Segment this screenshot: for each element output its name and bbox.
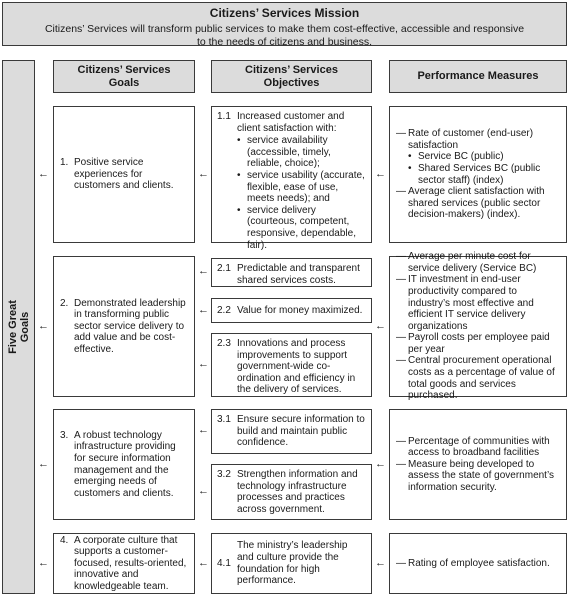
measure-item: — Rate of customer (end-user) satisfaction xyxy=(396,128,534,151)
arrow-left-icon: ← xyxy=(38,168,49,180)
mission-box xyxy=(2,2,567,46)
arrow-left-icon: ← xyxy=(198,485,209,497)
objective-text: Predictable and transparent shared services costs. xyxy=(237,263,360,286)
header-objectives: Citizens’ Services Objectives xyxy=(211,60,372,93)
measure-item: — Measure being developed to assess the state of government’s information security. xyxy=(396,458,555,493)
objective-number: 2.1 xyxy=(217,263,231,274)
objective-3-2-box xyxy=(211,464,372,520)
arrow-left-icon: ← xyxy=(38,458,49,470)
header-goals: Citizens’ Services Goals xyxy=(53,60,195,93)
goal-number: 4. xyxy=(60,534,69,546)
objective-2-1-box xyxy=(211,258,372,287)
goal-text: Positive service experiences for customers and clients. xyxy=(74,157,174,192)
goal-text: A corporate culture that supports a customer-focused, results-oriented, innovative and knowledgeable team. xyxy=(74,534,187,592)
goal-text: Demonstrated leadership in transforming public sector service delivery to add value and be cost-effective. xyxy=(74,297,186,355)
objective-bullet: • service usability (accurate, flexible, ease of use, meets needs); and xyxy=(237,169,365,205)
performance-2-box xyxy=(389,251,567,402)
header-performance-measures: Performance Measures xyxy=(389,60,567,93)
objective-number: 4.1 xyxy=(217,557,231,569)
measure-item: — Rating of employee satisfaction. xyxy=(396,557,550,569)
measure-item: — Average client satisfaction with shared services (public sector decision-makers) (index). xyxy=(396,186,545,221)
measure-item: — Payroll costs per employee paid per year xyxy=(396,332,550,355)
arrow-left-icon: ← xyxy=(375,320,386,332)
measure-subitem: • Service BC (public) xyxy=(408,151,504,163)
objective-text: Innovations and process improvements to support government-wide co-ordination and efficiency in the delivery of services. xyxy=(237,338,356,396)
measure-item: — Average per minute cost for service delivery (Service BC) xyxy=(396,251,537,274)
measure-item: — IT investment in end-user productivity compared to industry’s most effective and efficient IT service delivery organizations xyxy=(396,274,534,332)
arrow-left-icon: ← xyxy=(198,168,209,180)
mission-title: Citizens’ Services Mission xyxy=(209,6,360,20)
arrow-left-icon: ← xyxy=(375,168,386,180)
goal-4-box xyxy=(53,533,195,594)
arrow-left-icon: ← xyxy=(198,358,209,370)
objective-bullet: • service availability (accessible, timely, reliable, choice); xyxy=(237,135,331,170)
arrow-left-icon: ← xyxy=(198,265,209,277)
goal-number: 3. xyxy=(60,429,69,441)
arrow-left-icon: ← xyxy=(375,557,386,569)
objective-text: Value for money maximized. xyxy=(237,304,363,316)
objective-3-1-box xyxy=(211,409,372,454)
arrow-left-icon: ← xyxy=(375,458,386,470)
measure-item: — Central procurement operational costs as a percentage of value of total goods and services purchased. xyxy=(396,355,555,402)
objective-number: 1.1 xyxy=(217,111,231,122)
mission-text: Citizens’ Services will transform public services to make them cost-effective, accessible and responsive to the needs of citizens and business. xyxy=(44,23,525,48)
objective-bullet: • service delivery (courteous, competent, responsive, dependable, fair). xyxy=(237,204,356,251)
five-great-goals-bar xyxy=(2,60,35,594)
goal-text: A robust technology infrastructure providing for secure information management and the emerging needs of customers and clients. xyxy=(74,429,176,499)
measure-subitem: • Shared Services BC (public sector staff) (index) xyxy=(408,162,541,186)
arrow-left-icon: ← xyxy=(38,557,49,569)
goal-3-box xyxy=(53,409,195,520)
objective-text: Increased customer and client satisfaction with: xyxy=(237,111,345,134)
goal-number: 1. xyxy=(60,157,69,169)
goal-number: 2. xyxy=(60,297,69,309)
measure-item: — Percentage of communities with access to broadband facilities xyxy=(396,435,550,459)
objective-4-1-box xyxy=(211,533,372,594)
objective-number: 3.1 xyxy=(217,414,231,425)
objective-number: 2.2 xyxy=(217,304,231,316)
objective-2-2-box xyxy=(211,298,372,323)
arrow-left-icon: ← xyxy=(38,320,49,332)
goal-1-box xyxy=(53,106,195,243)
objective-1-1-box xyxy=(211,106,372,251)
performance-3-box xyxy=(389,409,567,520)
objective-text: The ministry’s leadership and culture provide the foundation for high performance. xyxy=(237,540,348,587)
arrow-left-icon: ← xyxy=(198,304,209,316)
five-great-goals-label: Five Great Goals xyxy=(6,300,31,354)
goal-2-box xyxy=(53,256,195,397)
objective-text: Ensure secure information to build and maintain public confidence. xyxy=(237,414,365,449)
objective-number: 3.2 xyxy=(217,469,231,480)
objective-text: Strengthen information and technology infrastructure processes and practices across government. xyxy=(237,469,358,515)
arrow-left-icon: ← xyxy=(198,424,209,436)
performance-4-box xyxy=(389,533,567,594)
arrow-left-icon: ← xyxy=(198,557,209,569)
objective-number: 2.3 xyxy=(217,338,231,349)
objective-2-3-box xyxy=(211,333,372,397)
performance-1-box xyxy=(389,106,567,243)
